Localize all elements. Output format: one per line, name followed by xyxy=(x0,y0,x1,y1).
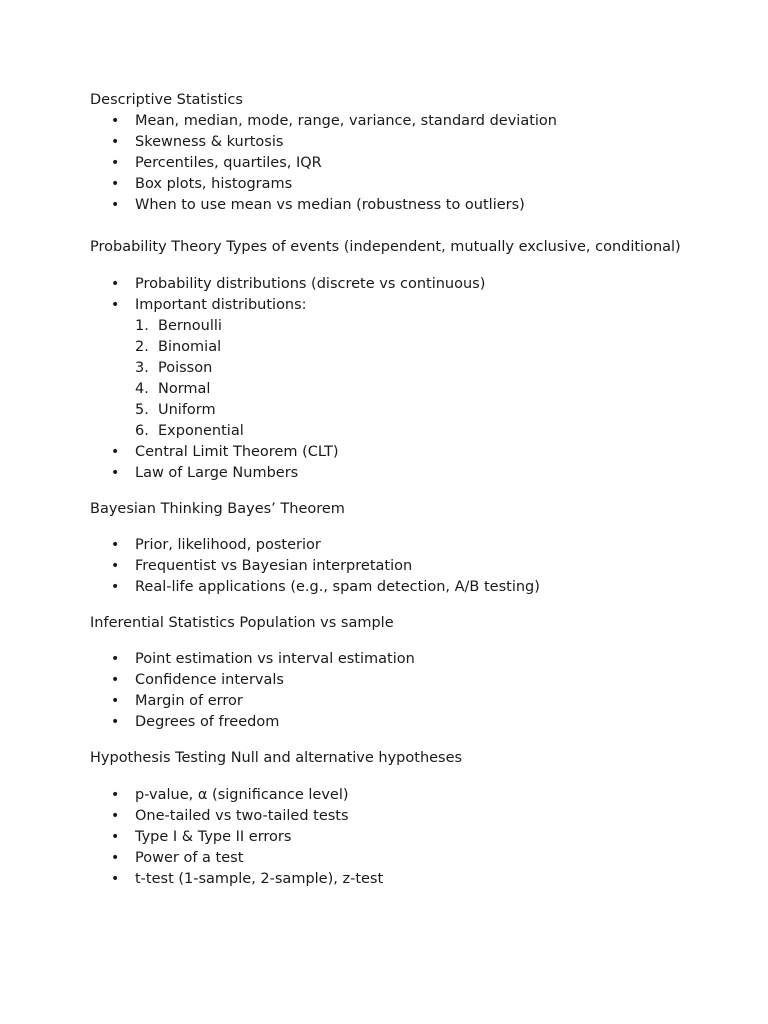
bullet-list xyxy=(90,274,708,484)
section-hypothesis-testing xyxy=(90,748,708,890)
numbered-item xyxy=(135,337,708,358)
item-number: 3. xyxy=(135,360,149,376)
item-label: Poisson xyxy=(158,360,213,376)
list-item: • Law of Large Numbers xyxy=(135,463,708,484)
list-item: • Mean, median, mode, range, variance, standard deviation xyxy=(135,111,708,132)
list-item: • Point estimation vs interval estimation xyxy=(135,649,708,670)
item-label: Exponential xyxy=(158,423,244,439)
list-item xyxy=(135,295,708,442)
numbered-item xyxy=(135,316,708,337)
list-item: • Degrees of freedom xyxy=(135,712,708,733)
list-item: • Type I & Type II errors xyxy=(135,827,708,848)
list-item: • Probability distributions (discrete vs continuous) xyxy=(135,274,708,295)
list-item: • Frequentist vs Bayesian interpretation xyxy=(135,556,708,577)
item-number: 5. xyxy=(135,402,149,418)
bullet-list xyxy=(90,785,708,890)
list-item: • One-tailed vs two-tailed tests xyxy=(135,806,708,827)
item-number: 1. xyxy=(135,318,149,334)
section-descriptive-statistics xyxy=(90,90,708,216)
item-label: Uniform xyxy=(158,402,216,418)
section-heading: Hypothesis Testing Null and alternative hypotheses xyxy=(90,750,463,766)
list-item: • Real-life applications (e.g., spam detection, A/B testing) xyxy=(135,577,708,598)
list-item: • Percentiles, quartiles, IQR xyxy=(135,153,708,174)
list-item: • Box plots, histograms xyxy=(135,174,708,195)
section-inferential-statistics xyxy=(90,613,708,733)
list-item: • Power of a test xyxy=(135,848,708,869)
numbered-item xyxy=(135,379,708,400)
numbered-item xyxy=(135,421,708,442)
list-item: • Confidence intervals xyxy=(135,670,708,691)
list-item: • When to use mean vs median (robustness to outliers) xyxy=(135,195,708,216)
item-number: 6. xyxy=(135,423,149,439)
bullet-list xyxy=(90,535,708,598)
list-item-label: Important distributions: xyxy=(135,297,307,313)
list-item: • Skewness & kurtosis xyxy=(135,132,708,153)
list-item: • Prior, likelihood, posterior xyxy=(135,535,708,556)
list-item: • Margin of error xyxy=(135,691,708,712)
numbered-item xyxy=(135,358,708,379)
list-item: • p-value, α (significance level) xyxy=(135,785,708,806)
section-probability-theory xyxy=(90,237,708,484)
list-item: • t-test (1-sample, 2-sample), z-test xyxy=(135,869,708,890)
item-number: 2. xyxy=(135,339,149,355)
section-bayesian-thinking xyxy=(90,499,708,598)
numbered-item xyxy=(135,400,708,421)
distribution-list xyxy=(135,316,708,442)
list-item: • Central Limit Theorem (CLT) xyxy=(135,442,708,463)
section-heading: Bayesian Thinking Bayes’ Theorem xyxy=(90,501,345,517)
section-heading: Descriptive Statistics xyxy=(90,92,243,108)
item-label: Bernoulli xyxy=(158,318,222,334)
item-label: Normal xyxy=(158,381,211,397)
section-heading: Inferential Statistics Population vs sample xyxy=(90,615,394,631)
section-heading: Probability Theory Types of events (independent, mutually exclusive, conditional) xyxy=(90,239,681,255)
item-label: Binomial xyxy=(158,339,222,355)
bullet-list xyxy=(90,111,708,216)
item-number: 4. xyxy=(135,381,149,397)
bullet-list xyxy=(90,649,708,733)
